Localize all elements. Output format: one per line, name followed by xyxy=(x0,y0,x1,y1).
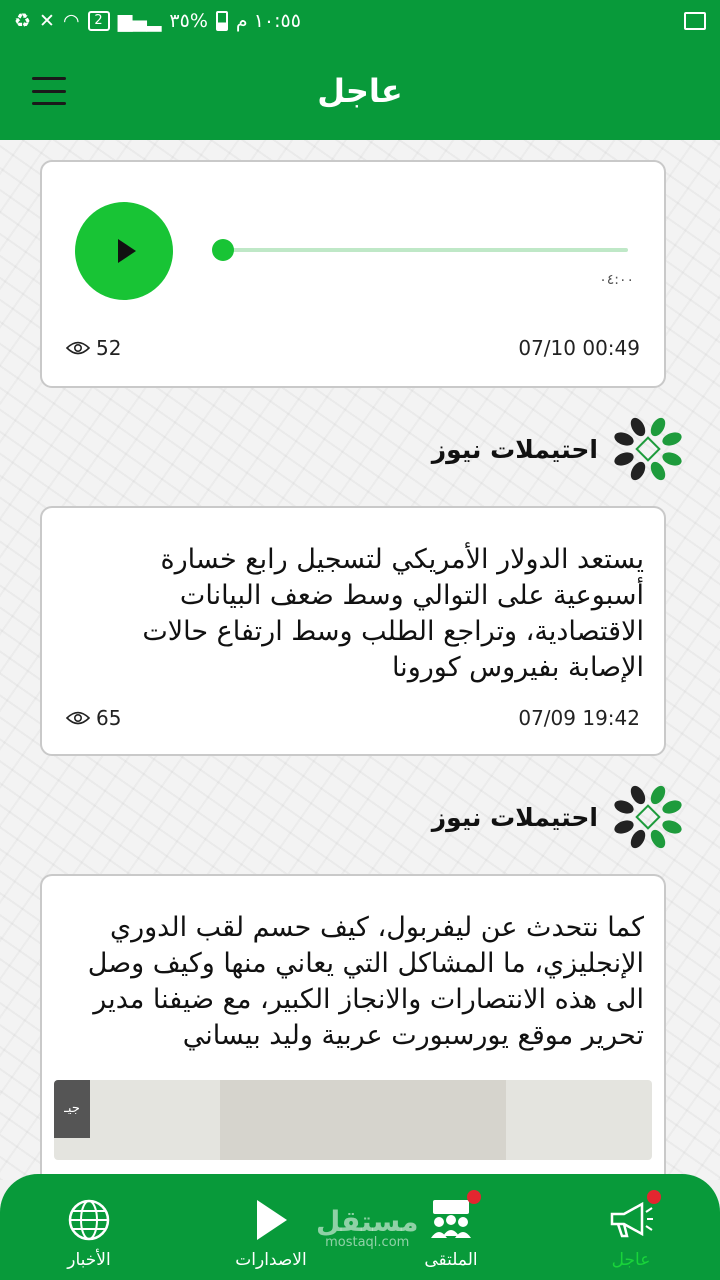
source-logo-icon xyxy=(612,783,684,851)
views xyxy=(66,336,121,360)
source-name: احتيملات نيوز xyxy=(431,802,598,832)
menu-button[interactable] xyxy=(32,77,66,105)
mute-icon: ✕ xyxy=(39,10,55,32)
megaphone-icon xyxy=(608,1200,654,1240)
eye-icon xyxy=(66,340,90,356)
nav-item-news[interactable] xyxy=(24,1190,154,1270)
watermark xyxy=(316,1205,419,1250)
play-button[interactable] xyxy=(75,202,173,300)
views-count: 65 xyxy=(96,706,122,730)
thumbnail-image xyxy=(220,1080,506,1160)
recycle-icon: ♻ xyxy=(14,10,32,32)
signal-icon: ▂▄▆ xyxy=(117,10,162,32)
audio-card[interactable] xyxy=(40,160,666,388)
nav-item-urgent[interactable] xyxy=(566,1190,696,1270)
post-date: 07/09 19:42 xyxy=(518,706,640,730)
audio-duration: ٠٤:٠٠ xyxy=(599,272,634,288)
status-battery: %٣٥ xyxy=(169,10,208,32)
news-card[interactable] xyxy=(40,874,666,1174)
group-icon xyxy=(427,1198,475,1242)
video-thumbnail[interactable] xyxy=(54,1080,652,1160)
source-header[interactable] xyxy=(432,782,684,852)
audio-meta xyxy=(66,336,640,360)
post-date: 07/10 00:49 xyxy=(518,336,640,360)
gallery-icon xyxy=(684,12,706,30)
status-left xyxy=(14,10,301,32)
news-text: كما نتحدث عن ليفربول، كيف حسم لقب الدوري الإنجليزي، ما المشاكل التي يعاني منها وكيف وصل الى هذه الانتصارات والانجاز الكبير، مع ضيفنا مدير تحرير موقع يورسبورت عربية وليد بيساني xyxy=(87,912,644,1051)
nav-label: الاصدارات xyxy=(235,1250,307,1270)
audio-progress-knob[interactable] xyxy=(212,239,234,261)
nav-label: الملتقى xyxy=(424,1250,478,1270)
wifi-icon: ◠ xyxy=(62,10,80,32)
news-meta xyxy=(66,706,640,730)
source-logo-icon xyxy=(612,415,684,483)
eye-icon xyxy=(66,710,90,726)
notification-dot xyxy=(467,1190,481,1204)
menu-icon xyxy=(32,77,66,80)
views xyxy=(66,706,121,730)
status-bar xyxy=(0,0,720,42)
nav-label: عاجل xyxy=(611,1250,651,1270)
notification-dot xyxy=(647,1190,661,1204)
status-time: ١٠:٥٥ م xyxy=(235,10,301,32)
views-count: 52 xyxy=(96,336,122,360)
thumbnail-tag: جيـ xyxy=(54,1080,90,1138)
play-icon xyxy=(118,239,136,263)
globe-icon xyxy=(67,1198,111,1242)
news-text: يستعد الدولار الأمريكي لتسجيل رابع خسارة أسبوعية على التوالي وسط ضعف البيانات الاقتصادية، وتراجع الطلب وسط ارتفاع حالات الإصابة بفيروس كورونا xyxy=(142,544,644,683)
audio-progress-track[interactable] xyxy=(222,248,628,252)
battery-icon xyxy=(216,11,228,31)
news-card[interactable] xyxy=(40,506,666,756)
play-icon xyxy=(251,1198,291,1242)
source-name: احتيملات نيوز xyxy=(431,434,598,464)
watermark-sub: mostaql.com xyxy=(325,1235,410,1250)
source-header[interactable] xyxy=(432,414,684,484)
nav-label: الأخبار xyxy=(67,1250,111,1270)
sim-badge: 2 xyxy=(88,11,110,31)
page-title: عاجل xyxy=(317,72,403,110)
watermark-text: مستقل xyxy=(316,1205,419,1238)
app-header xyxy=(0,42,720,140)
